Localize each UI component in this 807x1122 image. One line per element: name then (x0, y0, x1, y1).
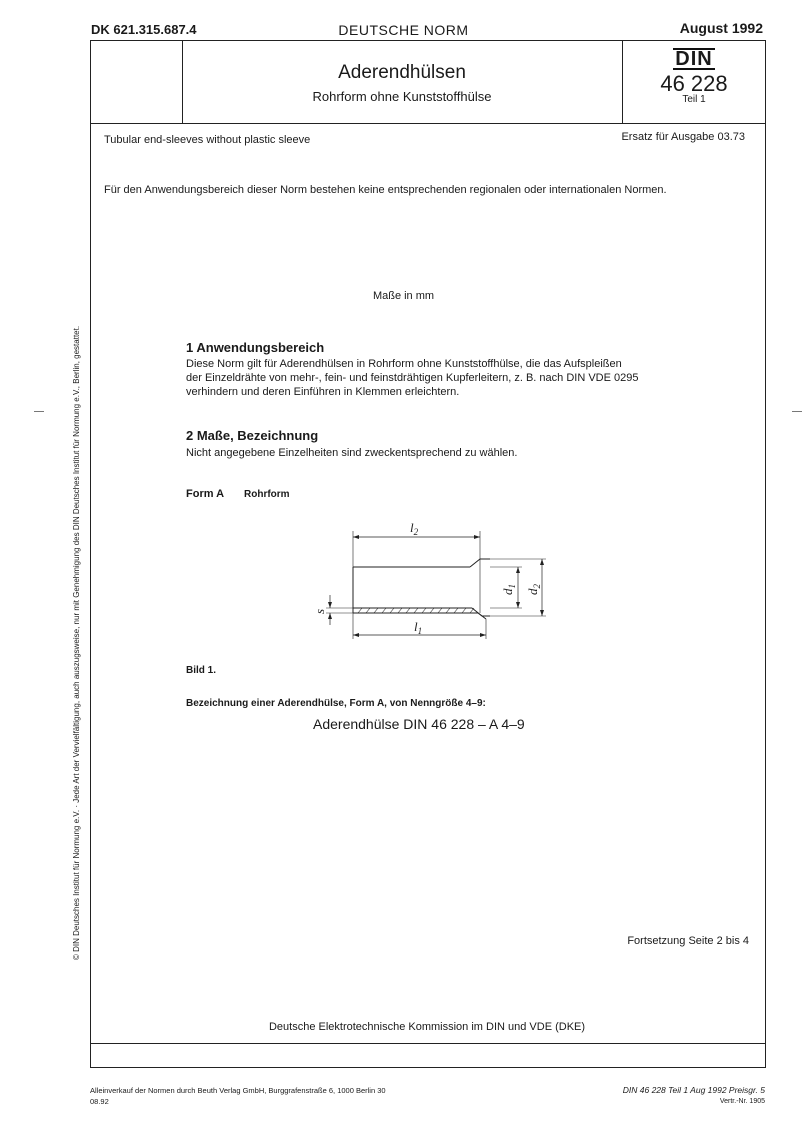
label-l2: $l_2$ (410, 520, 419, 537)
figure-caption: Bild 1. (186, 665, 217, 676)
footer-vertr: Vertr.-Nr. 1905 (719, 1098, 765, 1105)
english-title: Tubular end-sleeves without plastic sleeve (104, 134, 311, 146)
din-part: Teil 1 (682, 94, 706, 105)
replaces-edition: Ersatz für Ausgabe 03.73 (621, 131, 745, 143)
footer-sales: Alleinverkauf der Normen durch Beuth Verlag GmbH, Burggrafenstraße 6, 1000 Berlin 30 (90, 1086, 386, 1095)
punch-mark (792, 411, 802, 412)
footer-left (90, 1085, 386, 1107)
footer-right (623, 1085, 765, 1107)
form-label: Form A (186, 488, 225, 500)
label-s: s (312, 608, 327, 614)
continuation-note: Fortsetzung Seite 2 bis 4 (627, 935, 749, 947)
end-sleeve-drawing (300, 515, 560, 655)
form-name: Rohrform (244, 489, 290, 500)
publication-date: August 1992 (679, 20, 763, 36)
label-d1: $d_1$ (500, 584, 517, 595)
footer-ref: DIN 46 228 Teil 1 Aug 1992 Preisgr. 5 (622, 1085, 765, 1095)
copyright-notice: © DIN Deutsches Institut für Normung e.V. · Jede Art der Vervielfältigung, auch auszugsweise, nur mit Genehmigung des DIN Deutsches Institut für Normung e.V., Berlin, gestattet. (72, 325, 81, 960)
scope-note: Für den Anwendungsbereich dieser Norm bestehen keine entsprechenden regionalen oder internationalen Normen. (104, 184, 667, 196)
label-l1: $l_1$ (414, 619, 423, 636)
din-number-block (622, 42, 766, 105)
units-note: Maße in mm (372, 290, 435, 302)
section-1-line: der Einzeldrähte von mehr-, fein- und feinstdrähtigen Kupferleitern, z. B. nach DIN VDE 0295 (186, 372, 639, 384)
document-subtitle: Rohrform ohne Kunststoffhülse (312, 89, 492, 104)
section-1-line: Diese Norm gilt für Aderendhülsen in Rohrform ohne Kunststoffhülse, die das Aufspleißen (186, 358, 622, 370)
din-logo: DIN (675, 48, 713, 70)
section-2-body: Nicht angegebene Einzelheiten sind zweckentsprechend zu wählen. (186, 447, 518, 459)
wall-hatching (358, 608, 474, 613)
section-1-line: verhindern und deren Einführen in Klemmen erleichtern. (186, 386, 460, 398)
section-1-body (186, 357, 726, 399)
punch-mark (34, 411, 44, 412)
designation-heading: Bezeichnung einer Aderendhülse, Form A, von Nenngröße 4–9: (186, 698, 486, 709)
din-number: 46 228 (660, 71, 728, 96)
section-1-heading: 1 Anwendungsbereich (186, 340, 325, 355)
bottom-divider (90, 1043, 766, 1044)
designation-example: Aderendhülse DIN 46 228 – A 4–9 (313, 716, 525, 732)
document-title: Aderendhülsen (338, 62, 466, 83)
title-block-divider (90, 123, 766, 124)
dk-number: DK 621.315.687.4 (91, 22, 197, 37)
norm-label: DEUTSCHE NORM (338, 22, 469, 38)
footer-code: 08.92 (90, 1097, 109, 1106)
section-2-heading: 2 Maße, Bezeichnung (186, 428, 319, 443)
committee: Deutsche Elektrotechnische Kommission im DIN und VDE (DKE) (268, 1021, 586, 1033)
label-d2: $d_2$ (525, 584, 542, 595)
